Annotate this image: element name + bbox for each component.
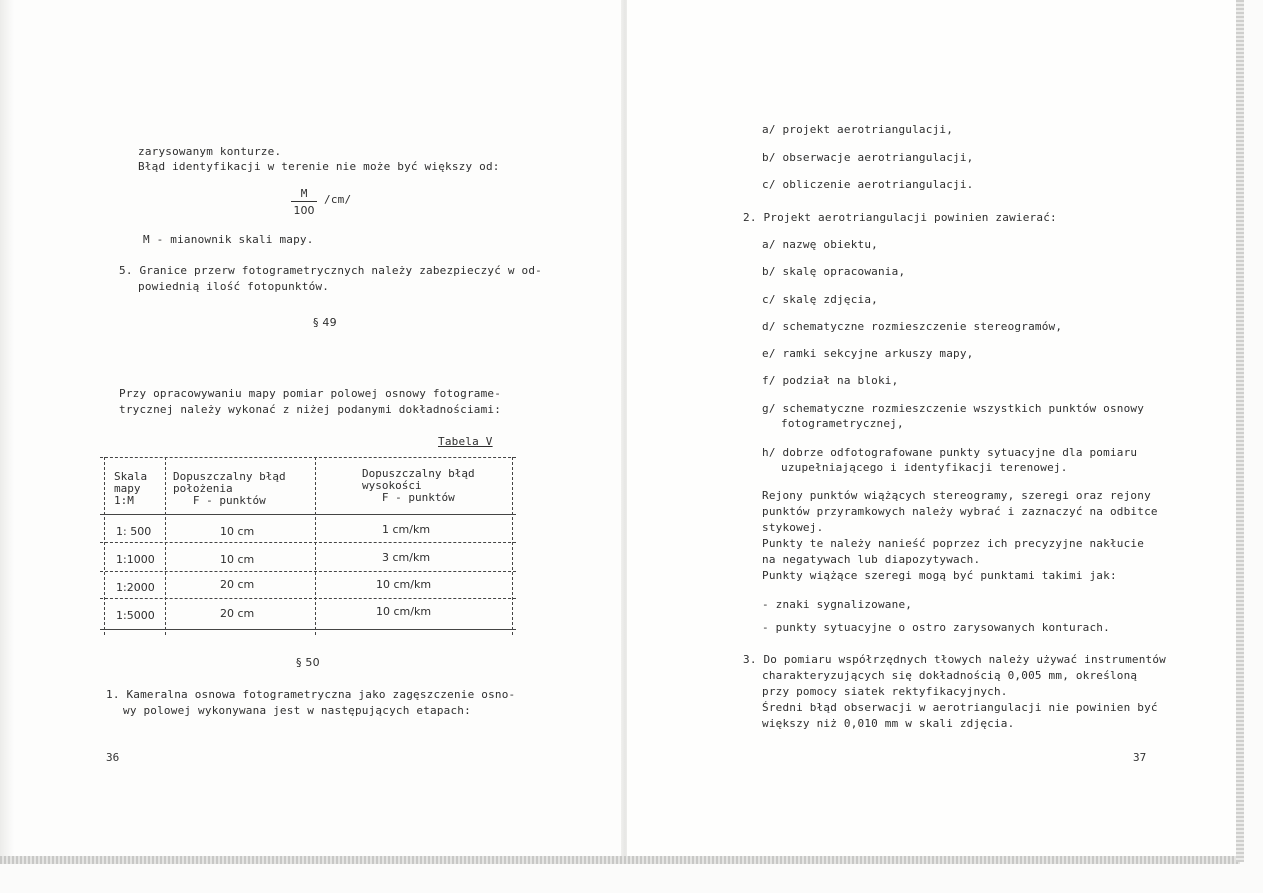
table-rule [100,542,516,543]
table-cell: 1: 500 [116,525,152,538]
table-rule [315,457,316,635]
table-rule [100,457,516,458]
table-rule [100,571,516,572]
item-3-line: większy niż 0,010 mm w skali zdjęcia. [762,717,1015,730]
table-rule [100,598,516,599]
table-rule [100,629,516,630]
formula-fraction [291,187,317,217]
section-49-heading: § 49 [313,316,337,329]
bottom-page-edge [0,856,1240,864]
table-header-scale: Skala mapy 1:M [114,470,148,507]
paragraph-line: stykowej. [762,521,824,534]
project-item-a: a/ nazwę obiektu, [762,238,878,251]
table-caption: Tabela V [438,435,493,448]
table-cell: 1 cm/km [382,523,431,536]
table-rule [104,457,105,635]
project-item-g-line-1: g/ schematyczne rozmieszczenie wszystkich punktów osnowy [762,402,1145,415]
project-item-c: c/ skalę zdjęcia, [762,293,878,306]
right-page-edge [1236,0,1244,862]
item-1-line-2: wy polowej wykonywana jest w następujących etapach: [123,704,471,717]
table-cell: 10 cm/km [376,605,432,618]
m-definition: M - mianownik skali mapy. [143,233,314,246]
page-number-right: 37 [1133,751,1147,764]
page-number-left: 36 [106,751,120,764]
paragraph-line: na negatywach lub diapozytywach. [762,553,981,566]
project-item-h-line-2: uzupełniającego i identyfikacji terenowej. [781,461,1068,474]
project-item-f: f/ podział na bloki, [762,374,899,387]
table-rule [512,457,513,635]
item-5-line-1: 5. Granice przerw fotogrametrycznych należy zabezpieczyć w od- [119,264,542,277]
left-page [0,0,622,858]
accuracy-table [100,457,516,635]
table-cell: 1:1000 [116,553,155,566]
dash-item-1: - znaki sygnalizowane, [762,598,913,611]
paragraph-line: Punkty wiążące szeregi mogą być punktami takimi jak: [762,569,1117,582]
table-cell: 10 cm [220,525,255,538]
table-cell: 3 cm/km [382,551,431,564]
list-item-c: c/ obliczenie aerotriangulacji. [762,178,974,191]
item-5-line-2: powiednią ilość fotopunktów. [138,280,330,293]
paragraph-line-1: Przy opracowywaniu mapy pomiar polowej osnowy fotograme- [119,387,502,400]
item-3-line: Średni błąd obserwacji w aerotriangulacji nie powinien być [762,701,1158,714]
project-item-g-line-2: fotogrametrycznej, [781,417,904,430]
list-item-b: b/ obserwacje aerotriangulacji, [762,151,974,164]
list-item-a: a/ projekt aerotriangulacji, [762,123,954,136]
project-item-d: d/ schematyczne rozmieszczenie stereogramów, [762,320,1063,333]
project-item-h-line-1: h/ dobrze odfotografowane punkty sytuacyjne dla pomiaru [762,446,1138,459]
paragraph-line: punktów przyramkowych należy wybrać i zaznaczyć na odbitce [762,505,1158,518]
fraction-numerator: M [291,187,317,202]
item-3-line: przy pomocy siatek rektyfikacyjnych. [762,685,1008,698]
item-3-line: 3. Do pomiaru współrzędnych tłowych należy używać instrumentów [743,653,1166,666]
table-cell: 10 cm/km [376,578,432,591]
table-cell: 10 cm [220,553,255,566]
table-header-height: Dopuszczalny błąd wysokości F - punktów [362,467,475,504]
table-rule [100,514,516,515]
item-2-heading: 2. Projekt aerotriangulacji powinien zawierać: [743,211,1057,224]
table-cell: 20 cm [220,578,255,591]
table-rule [165,457,166,635]
paragraph-line: Punkty te należy nanieść poprzez ich precyzyjne nakłucie [762,537,1145,550]
fraction-unit: /cm/ [324,193,352,206]
table-cell: 1:5000 [116,609,155,622]
paragraph-line: Rejony punktów wiążących stereogramy, szeregi oraz rejony [762,489,1151,502]
project-item-b: b/ skalę opracowania, [762,265,906,278]
dash-item-2: - punkty sytuacyjne o ostro zarysowanych konturach. [762,621,1110,634]
project-item-e: e/ ramki sekcyjne arkuszy mapy, [762,347,974,360]
section-50-heading: § 50 [296,656,320,669]
table-cell: 1:2000 [116,581,155,594]
intro-line-1: zarysowanym konturze. [138,145,282,158]
intro-line-2: Błąd identyfikacji w terenie nie może być większy od: [138,160,500,173]
page-edge-shadow [0,0,14,858]
item-1-line-1: 1. Kameralna osnowa fotogrametryczna jako zagęszczenie osno- [106,688,516,701]
fraction-denominator: 100 [293,204,315,217]
item-3-line: charakteryzujących się dokładnością 0,005 mm, określoną [762,669,1138,682]
paragraph-line-2: trycznej należy wykonać z niżej podanymi dokładnościami: [119,403,502,416]
table-cell: 20 cm [220,607,255,620]
table-header-position: Dopuszczalny błąd położenia F - punktów [173,470,286,507]
